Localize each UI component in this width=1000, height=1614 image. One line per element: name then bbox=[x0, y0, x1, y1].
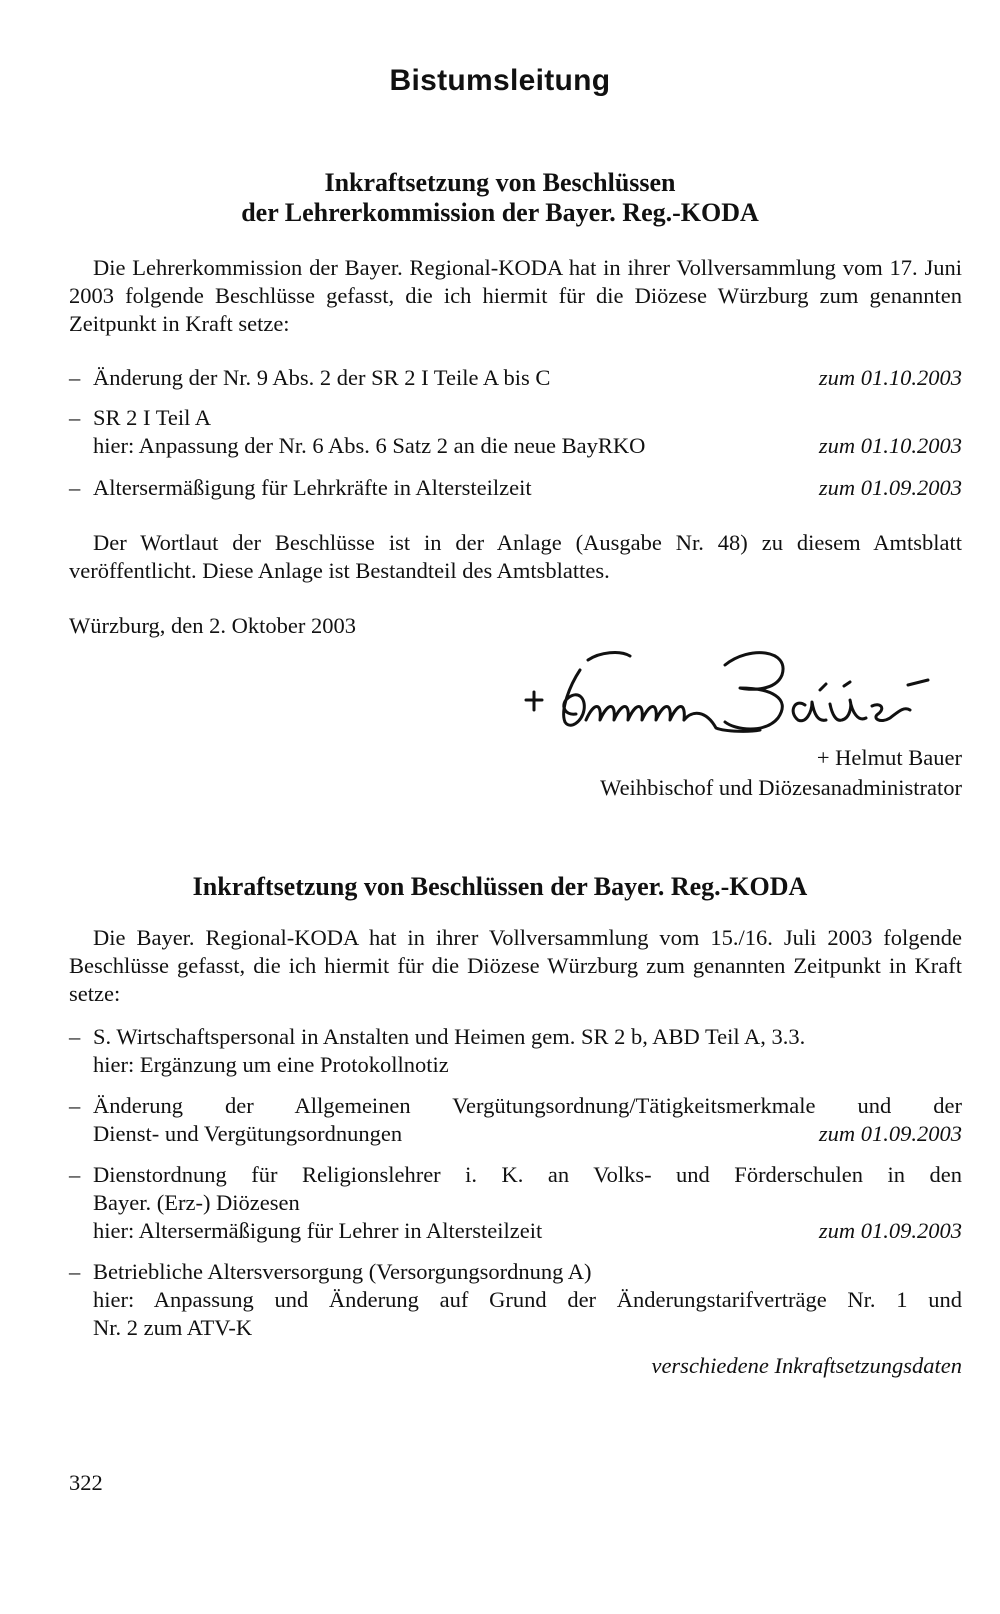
item-text: S. Wirtschaftspersonal in Anstalten und Heimen gem. SR 2 b, ABD Teil A, 3.3. bbox=[93, 1024, 806, 1049]
item-text: Änderung der Allgemeinen Vergütungsordnung/Tätigkeitsmerkmale und der bbox=[93, 1093, 962, 1118]
item-subtext: hier: Altersermäßigung für Lehrer in Altersteilzeit bbox=[93, 1218, 543, 1243]
dash-bullet: – bbox=[69, 365, 81, 390]
dash-bullet: – bbox=[69, 1162, 81, 1187]
section1-intro-text: Die Lehrerkommission der Bayer. Regional-KODA hat in ihrer Vollversammlung vom 17. Juni 2003 folgende Beschlüsse gefasst, die ich hiermit für die Diözese Würzburg zum genannten Zeitpunkt in Kraft setze: bbox=[69, 255, 962, 336]
item-text: Betriebliche Altersversorgung (Versorgungsordnung A) bbox=[93, 1259, 592, 1284]
page-number: 322 bbox=[69, 1470, 103, 1495]
section1-heading-line2: der Lehrerkommission der Bayer. Reg.-KODA bbox=[241, 198, 759, 227]
item-date: zum 01.10.2003 bbox=[818, 433, 962, 458]
item-date: zum 01.10.2003 bbox=[818, 365, 962, 390]
section2-intro bbox=[69, 924, 962, 1008]
item-subtext: hier: Ergänzung um eine Protokollnotiz bbox=[93, 1052, 449, 1077]
item-subtext: Dienst- und Vergütungsordnungen bbox=[93, 1121, 403, 1146]
item-text: SR 2 I Teil A bbox=[93, 405, 212, 430]
dash-bullet: – bbox=[69, 1093, 81, 1118]
page-header-title: Bistumsleitung bbox=[389, 64, 611, 97]
section2-item-3 bbox=[69, 1161, 962, 1245]
section2-item-4 bbox=[69, 1258, 962, 1380]
item-text: Dienstordnung für Religionslehrer i. K. an Volks- und Förderschulen in den bbox=[93, 1162, 962, 1187]
item-subtext: Nr. 2 zum ATV-K bbox=[93, 1315, 253, 1340]
section1-item-2 bbox=[69, 404, 962, 460]
item-date: verschiedene Inkraftsetzungsdaten bbox=[651, 1353, 962, 1378]
section1-intro bbox=[69, 254, 962, 338]
dash-bullet: – bbox=[69, 405, 81, 430]
section2-item-2 bbox=[69, 1092, 962, 1148]
item-subtext: hier: Anpassung und Änderung auf Grund der Änderungstarifverträge Nr. 1 und bbox=[93, 1287, 962, 1312]
section1-item-1 bbox=[69, 364, 962, 392]
section1-heading-line1: Inkraftsetzung von Beschlüssen bbox=[324, 168, 676, 197]
section1-note-text: Der Wortlaut der Beschlüsse ist in der Anlage (Ausgabe Nr. 48) zu diesem Amtsblatt veröffentlicht. Diese Anlage ist Bestandteil des Amtsblattes. bbox=[69, 530, 962, 583]
place-date: Würzburg, den 2. Oktober 2003 bbox=[69, 613, 357, 638]
item-date: zum 01.09.2003 bbox=[818, 475, 962, 500]
item-date: zum 01.09.2003 bbox=[818, 1121, 962, 1146]
section2-intro-text: Die Bayer. Regional-KODA hat in ihrer Vollversammlung vom 15./16. Juli 2003 folgende Beschlüsse gefasst, die ich hiermit für die Diözese Würzburg zum genannten Zeitpunkt in Kraft setze: bbox=[69, 925, 962, 1006]
section2-item-1 bbox=[69, 1023, 962, 1079]
signer-name: + Helmut Bauer bbox=[816, 745, 962, 770]
item-date: zum 01.09.2003 bbox=[818, 1218, 962, 1243]
section1-item-3 bbox=[69, 474, 962, 502]
item-text: Änderung der Nr. 9 Abs. 2 der SR 2 I Teile A bis C bbox=[93, 365, 551, 390]
signer-title: Weihbischof und Diözesanadministrator bbox=[600, 775, 962, 800]
item-text: Altersermäßigung für Lehrkräfte in Altersteilzeit bbox=[93, 475, 532, 500]
dash-bullet: – bbox=[69, 1024, 81, 1049]
handwritten-signature bbox=[520, 640, 940, 750]
section2-heading: Inkraftsetzung von Beschlüssen der Bayer. Reg.-KODA bbox=[192, 872, 808, 901]
item-subtext: hier: Anpassung der Nr. 6 Abs. 6 Satz 2 an die neue BayRKO bbox=[93, 433, 646, 458]
item-subtext: Bayer. (Erz-) Diözesen bbox=[93, 1190, 300, 1215]
dash-bullet: – bbox=[69, 475, 81, 500]
dash-bullet: – bbox=[69, 1259, 81, 1284]
section1-note bbox=[69, 529, 962, 585]
